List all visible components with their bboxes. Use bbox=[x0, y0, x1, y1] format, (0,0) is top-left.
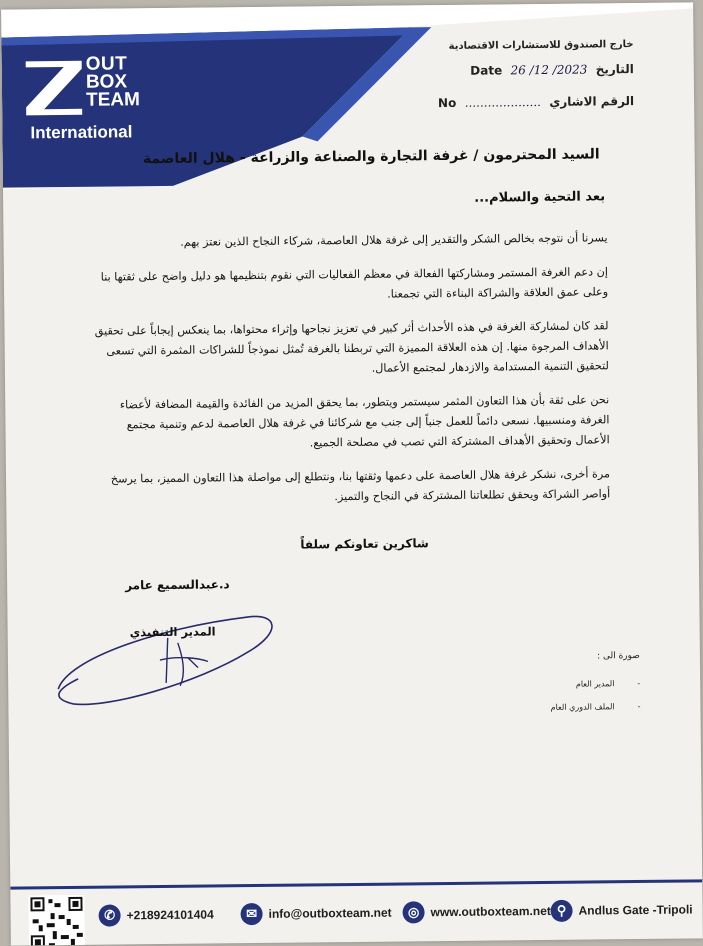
organization-name: خارج الصندوق للاستشارات الاقتصادية bbox=[448, 39, 634, 52]
logo-text-out: OUT bbox=[85, 53, 128, 75]
website-text: www.outboxteam.net bbox=[430, 903, 551, 920]
footer-website[interactable] bbox=[402, 900, 550, 924]
date-label-en: Date bbox=[470, 63, 503, 78]
date-row bbox=[374, 62, 634, 79]
location-pin-icon: ⚲ bbox=[550, 900, 572, 922]
body-paragraph: لقد كان لمشاركة الغرفة في هذه الأحداث أثر كبير في تعزيز نجاحها وإثراء محتواها، بما ينعكس إيجاباً على تحقيق الأهداف المرجوة منها. إن هذه العلاقة المميزة التي تربطنا بالغرفة تُمثل نموذجاً للشراكات المثمرة التي تسعى لتحقيق التنمية المستدامة والازدهار لمجتمع الأعمال. bbox=[94, 319, 609, 375]
footer-location bbox=[550, 898, 692, 921]
ref-label-ar: الرقم الاشاري bbox=[549, 94, 635, 109]
letter-meta bbox=[373, 39, 634, 129]
signatory-name: د.عبدالسميع عامر bbox=[125, 577, 230, 593]
body-paragraph: يسرنا أن نتوجه بخالص الشكر والتقدير إلى غرفة هلال العاصمة، شركاء النجاح الذين نعتز بهم. bbox=[180, 231, 608, 249]
footer-email[interactable] bbox=[240, 902, 391, 926]
body-paragraph: إن دعم الغرفة المستمر ومشاركتها الفعالة في معظم الفعاليات التي نقوم بتنظيمها هو دليل واضح على ثقتها بنا وعلى عمق العلاقة والشراكة البناءة التي تجمعنا. bbox=[100, 265, 609, 301]
signatory-title: المدير التنفيذي bbox=[129, 624, 216, 640]
handwritten-signature bbox=[47, 597, 288, 720]
qr-code-icon bbox=[28, 895, 85, 946]
logo-text-team: TEAM bbox=[85, 89, 141, 111]
greeting-line: بعد التحية والسلام... bbox=[474, 189, 606, 206]
location-text: Andlus Gate -Tripoli bbox=[578, 902, 693, 918]
ref-label-en: No bbox=[437, 95, 457, 111]
letter-page bbox=[1, 2, 703, 945]
copy-item: - الملف الدوري العام bbox=[550, 701, 641, 712]
footer-divider bbox=[10, 879, 702, 889]
letter-body bbox=[87, 228, 610, 523]
whatsapp-icon: ✆ bbox=[98, 904, 120, 926]
logo-text-international: International bbox=[30, 122, 133, 143]
globe-icon: ◎ bbox=[402, 901, 424, 923]
email-text: info@outboxteam.net bbox=[268, 905, 392, 921]
ref-value: .................... bbox=[464, 95, 542, 110]
body-paragraph: مرة أخرى، نشكر غرفة هلال العاصمة على دعمها وثقتها بنا، ونتطلع إلى مواصلة هذا التعاون المميز، بما يرسخ أواصر الشراكة ويحقق تطلعاتنا المشتركة في النجاح والتميز. bbox=[110, 467, 611, 504]
email-icon: ✉ bbox=[240, 903, 262, 925]
copies-section bbox=[440, 651, 641, 727]
closing-line: شاكرين تعاونكم سلفاً bbox=[300, 536, 429, 552]
logo-text-box: BOX bbox=[85, 71, 128, 93]
addressee-line: السيد المحترمون / غرفة التجارة والصناعة والزراعة - هلال العاصمة bbox=[142, 146, 600, 168]
copy-item: - المدير العام bbox=[575, 678, 641, 689]
date-label-ar: التاريخ bbox=[595, 62, 634, 77]
date-value: 26 /12 /2023 bbox=[510, 62, 588, 78]
ref-row bbox=[374, 94, 634, 111]
body-paragraph: نحن على ثقة بأن هذا التعاون المثمر سيستمر ويتطور، بما يحقق المزيد من الفائدة والقيمة المضافة لأعضاء الغرفة ومنسبيها. نسعى دائماً للعمل جنباً إلى جنب مع شركائنا في غرفة هلال العاصمة لدعم وتنمية مجتمع الأعمال وتحقيق الأهداف المشتركة التي تصب في مصلحة الجميع. bbox=[119, 393, 610, 450]
phone-text: +218924101404 bbox=[126, 907, 214, 923]
footer-phone[interactable] bbox=[98, 903, 213, 926]
logo-z-mark-icon bbox=[24, 55, 89, 118]
copies-label: صورة الى : bbox=[597, 650, 640, 662]
